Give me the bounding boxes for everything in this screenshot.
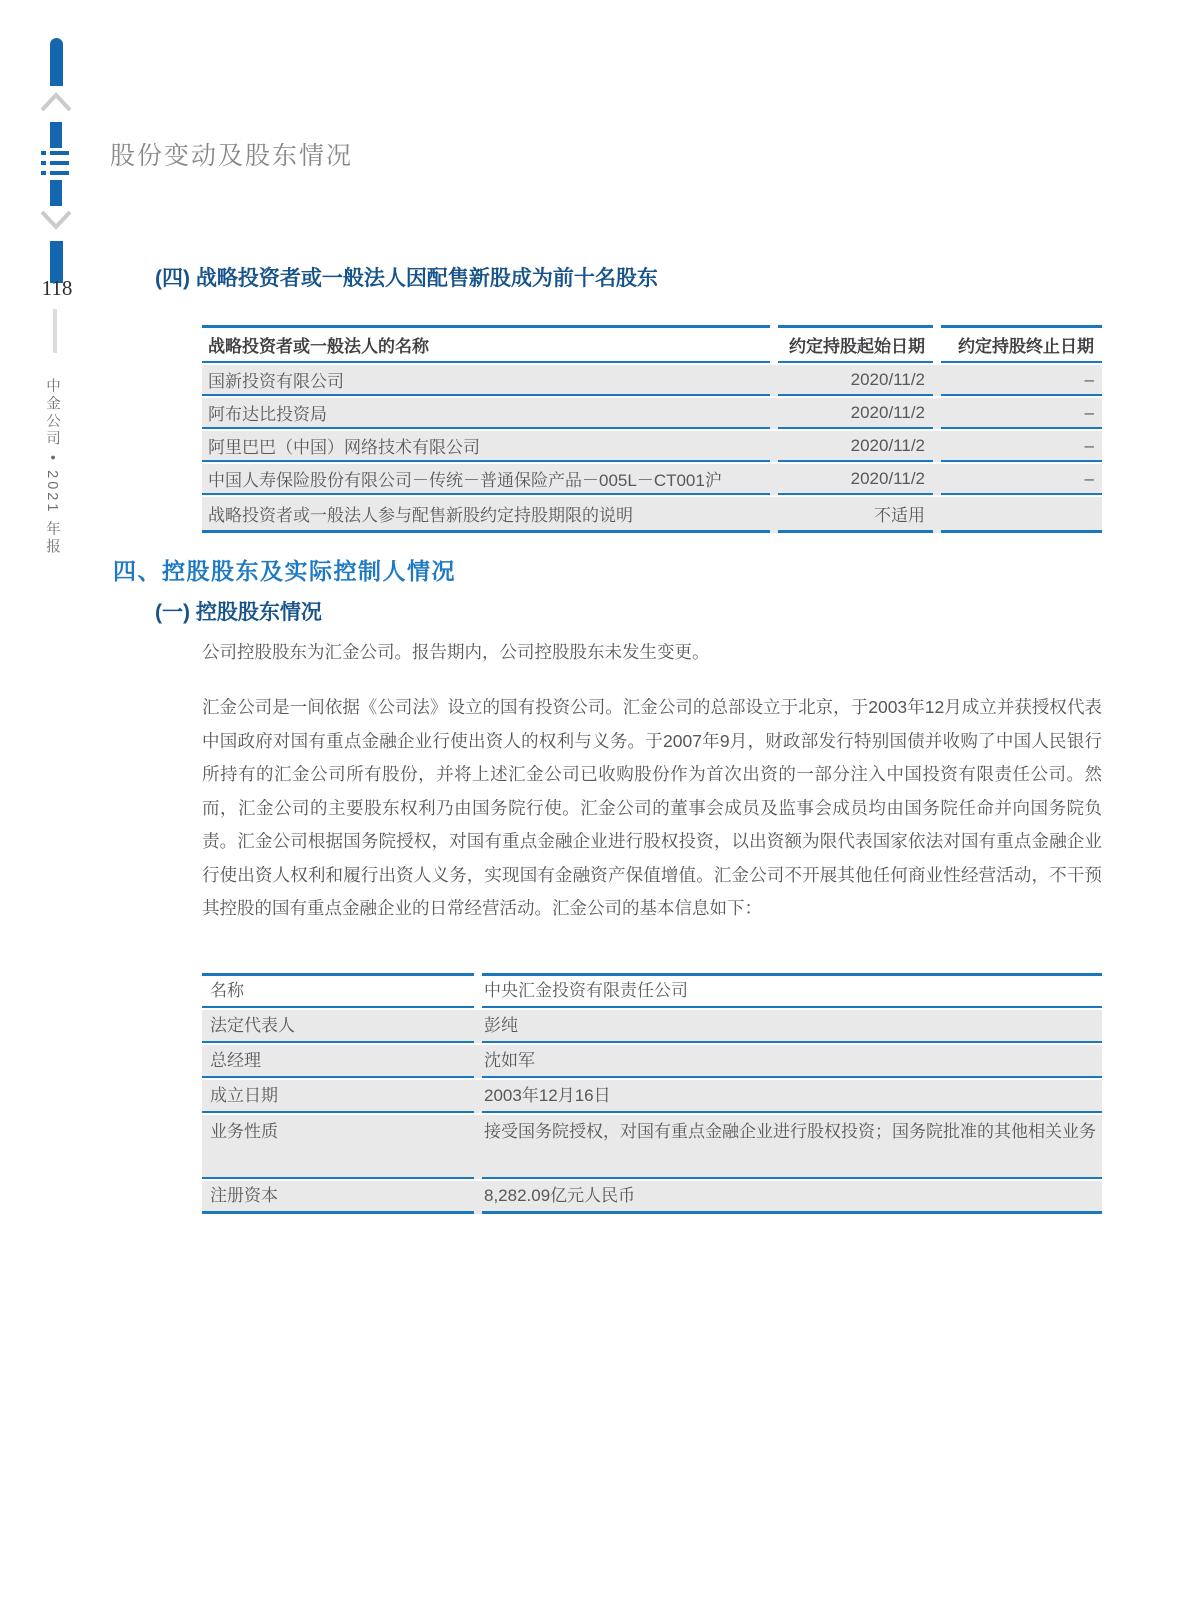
- cell-label: 成立日期: [202, 1080, 474, 1113]
- cell-value: 中央汇金投资有限责任公司: [482, 973, 1102, 1008]
- cell-value: 接受国务院授权，对国有重点金融企业进行股权投资；国务院批准的其他相关业务: [482, 1115, 1102, 1179]
- cell-start-date: 2020/11/2: [778, 464, 933, 495]
- table-row-general-manager: [202, 1045, 1102, 1078]
- cell-value: 彭纯: [482, 1010, 1102, 1043]
- chevron-up-icon[interactable]: [39, 92, 73, 112]
- chevron-down-icon[interactable]: [39, 210, 73, 230]
- cell-investor-name: 阿布达比投资局: [202, 398, 770, 429]
- paragraph-huijin-description: 汇金公司是一间依据《公司法》设立的国有投资公司。汇金公司的总部设立于北京，于2003年12月成立并获授权代表中国政府对国有重点金融企业行使出资人的权利与义务。于2007年9月，财政部发行特别国债并收购了中国人民银行所持有的汇金公司所有股份，并将上述汇金公司已收购股份作为首次出资的一部分注入中国投资有限责任公司。然而，汇金公司的主要股东权利乃由国务院行使。汇金公司的董事会成员及监事会成员均由国务院任命并向国务院负责。汇金公司根据国务院授权，对国有重点金融企业进行股权投资，以出资额为限代表国家依法对国有重点金融企业行使出资人权利和履行出资人义务，实现国有金融资产保值增值。汇金公司不开展其他任何商业性经营活动，不干预其控股的国有重点金融企业的日常经营活动。汇金公司的基本信息如下：: [202, 697, 1102, 918]
- paragraph-controlling-intro: 公司控股股东为汇金公司。报告期内，公司控股股东未发生变更。: [202, 642, 710, 662]
- cell-label: 总经理: [202, 1045, 474, 1078]
- table-row: [202, 365, 1102, 396]
- cell-end-date: –: [941, 431, 1102, 462]
- table-row-business-nature: [202, 1115, 1102, 1179]
- cell-start-date: 2020/11/2: [778, 431, 933, 462]
- cell-start-date: 2020/11/2: [778, 398, 933, 429]
- huijin-info-table: [202, 973, 1102, 1216]
- cell-label: 法定代表人: [202, 1010, 474, 1043]
- cell-label: 名称: [202, 973, 474, 1008]
- page-number: 118: [41, 276, 73, 300]
- cell-end-date: –: [941, 464, 1102, 495]
- table-row-name: [202, 973, 1102, 1008]
- cell-label: 业务性质: [202, 1115, 474, 1179]
- running-header: 股份变动及股东情况: [110, 143, 354, 170]
- cell-note-value: 不适用: [778, 497, 933, 533]
- subsection-title-controlling: (一) 控股股东情况: [155, 601, 322, 624]
- subsection-title-strategic: (四) 战略投资者或一般法人因配售新股成为前十名股东: [155, 267, 658, 290]
- cell-start-date: 2020/11/2: [778, 365, 933, 396]
- report-spine-title: 中金公司 • 2021 年报: [44, 378, 60, 557]
- col-header-name: 战略投资者或一般法人的名称: [202, 325, 770, 363]
- cell-note-label: 战略投资者或一般法人参与配售新股约定持股期限的说明: [202, 497, 770, 533]
- cell-value: 8,282.09亿元人民币: [482, 1181, 1102, 1214]
- cell-empty: [941, 497, 1102, 533]
- table-row: [202, 464, 1102, 495]
- cell-value: 2003年12月16日: [482, 1080, 1102, 1113]
- cell-label: 注册资本: [202, 1181, 474, 1214]
- sidebar-block-upper: [50, 122, 62, 148]
- table-header-row: [202, 325, 1102, 363]
- cell-end-date: –: [941, 365, 1102, 396]
- cell-investor-name: 中国人寿保险股份有限公司－传统－普通保险产品－005L－CT001沪: [202, 464, 770, 495]
- cell-end-date: –: [941, 398, 1102, 429]
- table-row: [202, 431, 1102, 462]
- table-row-legal-rep: [202, 1010, 1102, 1043]
- table-row-founding-date: [202, 1080, 1102, 1113]
- sidebar-accent-bar-top: [50, 38, 63, 86]
- sidebar-block-lower: [50, 180, 62, 206]
- col-header-end-date: 约定持股终止日期: [941, 325, 1102, 363]
- table-row: [202, 398, 1102, 429]
- table-row-registered-capital: [202, 1181, 1102, 1214]
- col-header-start-date: 约定持股起始日期: [778, 325, 933, 363]
- page-number-rule: [53, 309, 57, 353]
- cell-investor-name: 国新投资有限公司: [202, 365, 770, 396]
- cell-investor-name: 阿里巴巴（中国）网络技术有限公司: [202, 431, 770, 462]
- menu-list-icon[interactable]: [41, 150, 71, 176]
- table-row-note: [202, 497, 1102, 533]
- cell-value: 沈如军: [482, 1045, 1102, 1078]
- strategic-investors-table: [202, 325, 1102, 535]
- section-title-controlling: 四、控股股东及实际控制人情况: [113, 558, 456, 584]
